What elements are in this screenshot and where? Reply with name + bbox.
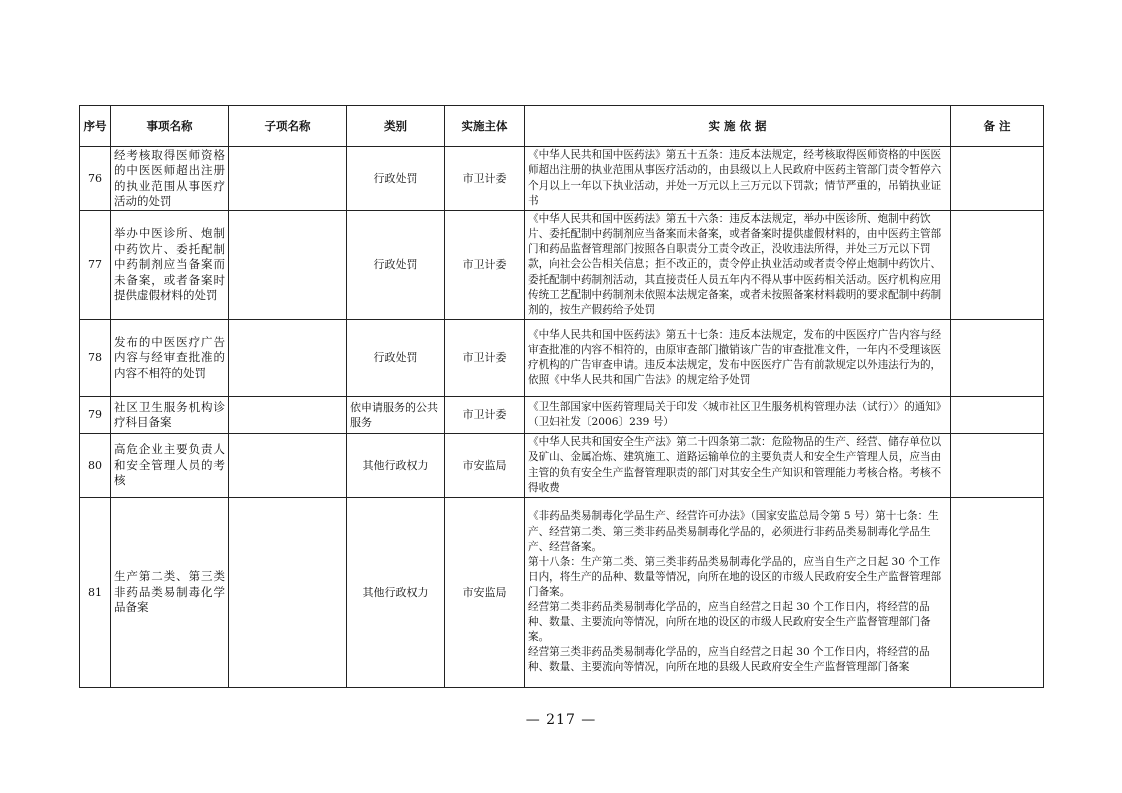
regulation-table — [79, 105, 1044, 688]
cell-serial: 79 — [80, 397, 111, 434]
cell-item-name: 经考核取得医师资格的中医医师超出注册的执业范围从事医疗活动的处罚 — [111, 147, 229, 211]
cell-legal-basis — [525, 211, 951, 320]
cell-category: 其他行政权力 — [347, 498, 445, 688]
cell-remarks — [951, 434, 1044, 498]
cell-serial: 78 — [80, 320, 111, 397]
cell-implementing-body: 市卫计委 — [445, 397, 525, 434]
cell-category: 行政处罚 — [347, 147, 445, 211]
cell-serial: 80 — [80, 434, 111, 498]
cell-item-name: 发布的中医医疗广告内容与经审查批准的内容不相符的处罚 — [111, 320, 229, 397]
cell-legal-basis — [525, 397, 951, 434]
cell-item-name: 社区卫生服务机构诊疗科目备案 — [111, 397, 229, 434]
cell-category: 行政处罚 — [347, 320, 445, 397]
basis-paragraph: 《卫生部国家中医药管理局关于印发〈城市社区卫生服务机构管理办法（试行）〉的通知》（卫妇社发〔2006〕239 号） — [528, 400, 947, 428]
cell-implementing-body: 市卫计委 — [445, 147, 525, 211]
cell-sub-item — [229, 434, 347, 498]
basis-paragraph: 《非药品类易制毒化学品生产、经营许可办法》（国家安监总局令第 5 号）第十七条：生产、经营第二类、第三类非药品类易制毒化学品的，必须进行非药品类易制毒化学品生产、经营备案。 — [528, 510, 939, 553]
header-serial: 序号 — [80, 106, 111, 147]
cell-item-name: 生产第二类、第三类非药品类易制毒化学品备案 — [111, 498, 229, 688]
cell-implementing-body: 市安监局 — [445, 434, 525, 498]
page-number: — 217 — — [525, 712, 597, 728]
cell-sub-item — [229, 147, 347, 211]
header-category: 类别 — [347, 106, 445, 147]
cell-category: 依申请服务的公共服务 — [347, 397, 445, 434]
cell-remarks — [951, 397, 1044, 434]
table-row — [80, 434, 1044, 498]
header-legal-basis: 实 施 依 据 — [525, 106, 951, 147]
cell-sub-item — [229, 397, 347, 434]
cell-remarks — [951, 211, 1044, 320]
cell-legal-basis — [525, 498, 951, 688]
table-row — [80, 211, 1044, 320]
cell-item-name: 高危企业主要负责人和安全管理人员的考核 — [111, 434, 229, 498]
cell-category: 行政处罚 — [347, 211, 445, 320]
basis-paragraph: 第十八条：生产第二类、第三类非药品类易制毒化学品的，应当自生产之日起 30 个工作日内，将生产的品种、数量等情况，向所在地的设区的市级人民政府安全生产监督管理部门备案。 — [528, 555, 942, 598]
table-row — [80, 397, 1044, 434]
cell-remarks — [951, 320, 1044, 397]
cell-implementing-body: 市安监局 — [445, 498, 525, 688]
cell-legal-basis — [525, 434, 951, 498]
cell-category: 其他行政权力 — [347, 434, 445, 498]
basis-paragraph: 经营第二类非药品类易制毒化学品的，应当自经营之日起 30 个工作日内，将经营的品种、数量、主要流向等情况，向所在地的设区的市级人民政府安全生产监督管理部门备案。 — [528, 601, 931, 644]
cell-serial: 76 — [80, 147, 111, 211]
header-sub-item: 子项名称 — [229, 106, 347, 147]
table-row — [80, 320, 1044, 397]
basis-paragraph: 《中华人民共和国中医药法》第五十五条：违反本法规定，经考核取得医师资格的中医医师超出注册的执业范围从事医疗活动的，由县级以上人民政府中医药主管部门责令暂停六个月以上一年以下执业活动，并处一万元以上三万元以下罚款；情节严重的，吊销执业证书 — [528, 149, 942, 207]
table-header-row — [80, 106, 1044, 147]
table-row — [80, 498, 1044, 688]
cell-sub-item — [229, 320, 347, 397]
cell-implementing-body: 市卫计委 — [445, 211, 525, 320]
header-implementing-body: 实施主体 — [445, 106, 525, 147]
basis-paragraph: 《中华人民共和国安全生产法》第二十四条第二款：危险物品的生产、经营、储存单位以及矿山、金属冶炼、建筑施工、道路运输单位的主要负责人和安全生产管理人员，应当由主管的负有安全生产监督管理职责的部门对其安全生产知识和管理能力考核合格。考核不得收费 — [528, 436, 942, 494]
cell-remarks — [951, 498, 1044, 688]
cell-item-name: 举办中医诊所、炮制中药饮片、委托配制中药制剂应当备案而未备案，或者备案时提供虚假材料的处罚 — [111, 211, 229, 320]
basis-paragraph: 经营第三类非药品类易制毒化学品的，应当自经营之日起 30 个工作日内，将经营的品种、数量、主要流向等情况，向所在地的县级人民政府安全生产监督管理部门备案 — [528, 646, 930, 674]
cell-sub-item — [229, 498, 347, 688]
header-item-name: 事项名称 — [111, 106, 229, 147]
basis-paragraph: 《中华人民共和国中医药法》第五十七条：违反本法规定，发布的中医医疗广告内容与经审查批准的内容不相符的，由原审查部门撤销该广告的审查批准文件，一年内不受理该医疗机构的广告审查申请。违反本法规定，发布中医医疗广告有前款规定以外违法行为的，依照《中华人民共和国广告法》的规定给予处罚 — [528, 328, 942, 387]
cell-sub-item — [229, 211, 347, 320]
header-remarks: 备 注 — [951, 106, 1044, 147]
cell-legal-basis — [525, 147, 951, 211]
cell-remarks — [951, 147, 1044, 211]
cell-implementing-body: 市卫计委 — [445, 320, 525, 397]
basis-paragraph: 《中华人民共和国中医药法》第五十六条：违反本法规定，举办中医诊所、炮制中药饮片、委托配制中药制剂应当备案而未备案，或者备案时提供虚假材料的，由中医药主管部门和药品监督管理部门按照各自职责分工责令改正，没收违法所得，并处三万元以下罚款，向社会公告相关信息；拒不改正的，责令停止执业活动或者责令停止炮制中药饮片、委托配制中药制剂活动，其直接责任人员五年内不得从事中医药相关活动。医疗机构应用传统工艺配制中药制剂未依照本法规定备案，或者未按照备案材料载明的要求配制中药制剂的，按生产假药给予处罚 — [528, 213, 942, 316]
cell-serial: 81 — [80, 498, 111, 688]
table-row — [80, 147, 1044, 211]
cell-serial: 77 — [80, 211, 111, 320]
cell-legal-basis — [525, 320, 951, 397]
